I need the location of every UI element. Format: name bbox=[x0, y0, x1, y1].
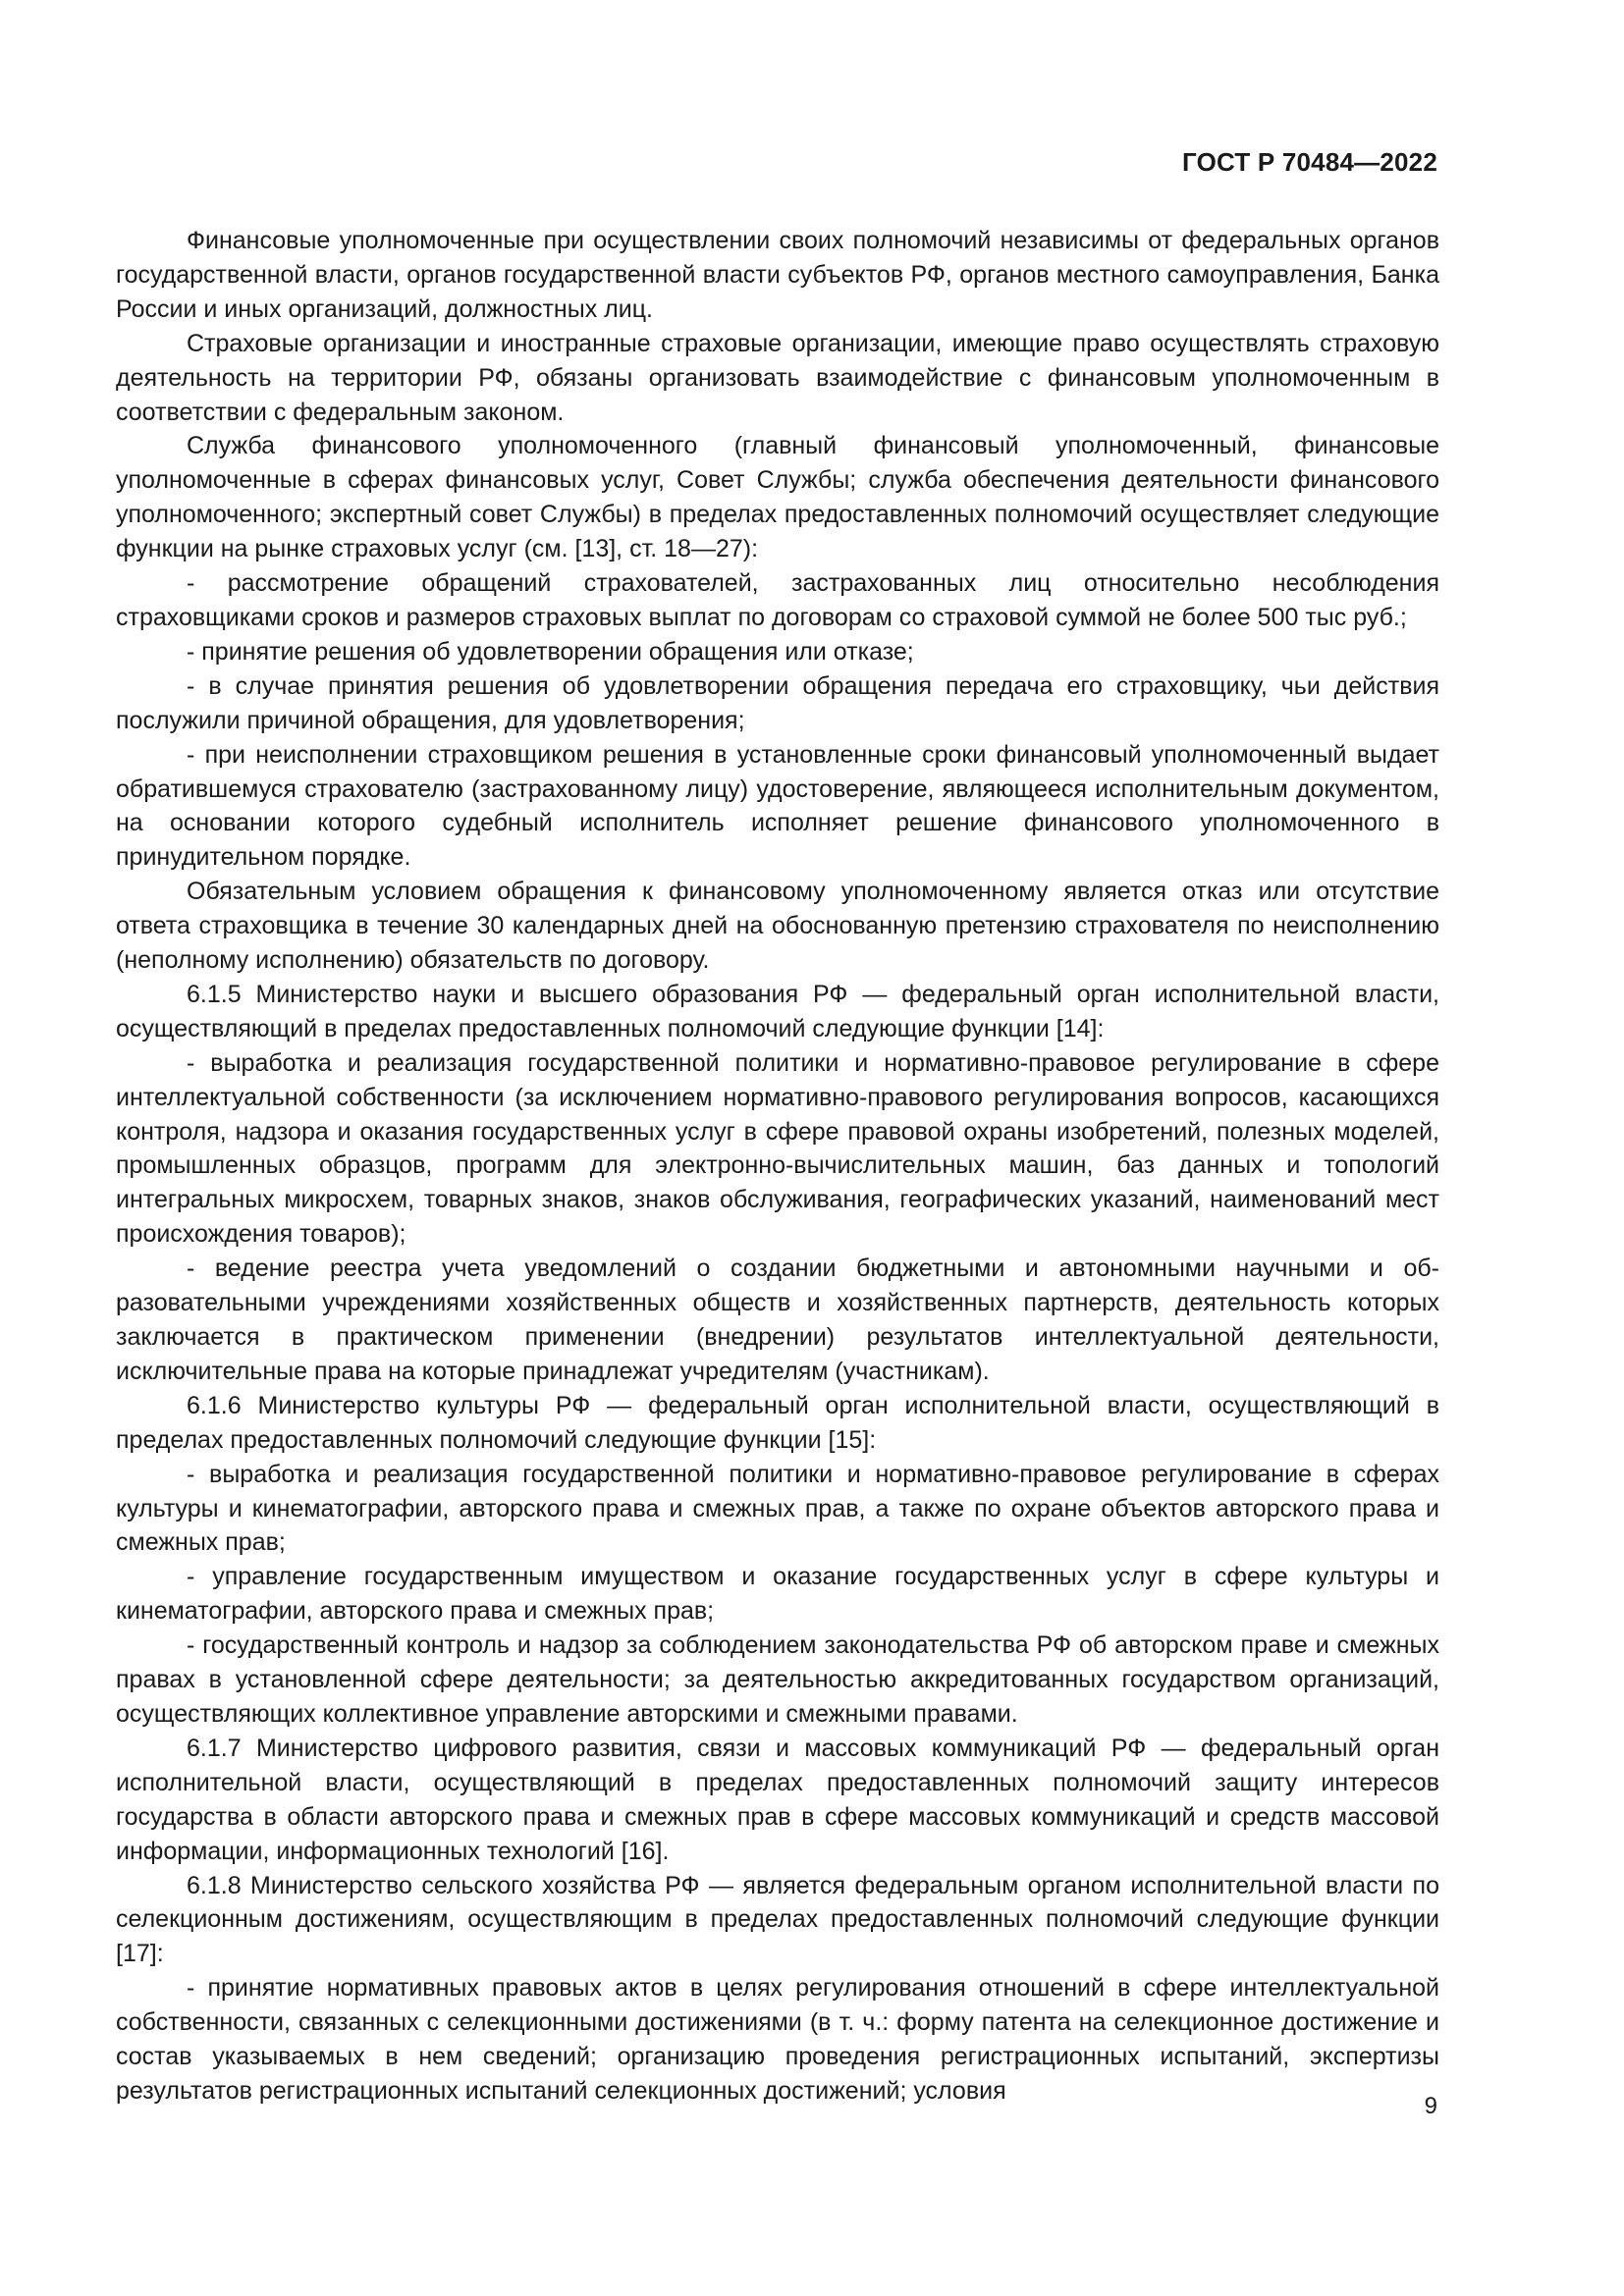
list-item: - принятие нормативных правовых актов в целях регулирования отношений в сфере интеллектуальной собственности, связанных с селекционными достижениями (в т. ч.: форму патента на селекционное достижение и состав указываемых в нем сведений; организацию проведения регистрационных испытаний, экспертизы результатов регистрационных испытаний селекционных достижений; условия bbox=[116, 1974, 1439, 2105]
list-item: - управление государственным имуществом и оказание государственных услуг в сфере культуры и кинематографии, авторского права и смежных прав; bbox=[116, 1563, 1439, 1626]
list-item: - выработка и реализация государственной политики и нормативно-правовое регулирование в сферах культуры и кинематографии, авторского права и смежных прав, а также по охране объектов авторского права и смежных прав; bbox=[116, 1460, 1439, 1557]
paragraph: Обязательным условием обращения к финансовому уполномоченному является отказ или отсутствие ответа страховщика в течение 30 календарных дней на обоснованную претензию страхователя по неисполнению (неполному исполнению) обязательств по договору. bbox=[116, 878, 1439, 975]
section-paragraph-6-1-5: 6.1.5 Министерство науки и высшего образования РФ — федеральный орган исполнительной власти, осуществляющий в пределах предоставленных полномочий следующие функции [14]: bbox=[116, 980, 1439, 1042]
paragraph: Финансовые уполномоченные при осуществлении своих полномочий независимы от федеральных органов государственной власти, органов государственной власти субъектов РФ, органов местного самоуправления, Банка России и иных организаций, должностных лиц. bbox=[116, 227, 1439, 323]
document-header-id: ГОСТ Р 70484—2022 bbox=[1182, 147, 1437, 177]
list-item: - рассмотрение обращений страхователей, застрахованных лиц относительно несоблюдения страховщиками сроков и размеров страховых выплат по договорам со страховой суммой не более 500 тыс руб.; bbox=[116, 569, 1439, 631]
paragraph: Страховые организации и иностранные страховые организации, имеющие право осуществлять страховую деятельность на территории РФ, обязаны организовать взаимодействие с финансовым уполномоченным в соответствии с федеральным законом. bbox=[116, 329, 1439, 426]
section-paragraph-6-1-7: 6.1.7 Министерство цифрового развития, связи и массовых коммуникаций РФ — федеральный орган исполнительной власти, осуществляющий в пределах предоставленных полномочий защиту интересов государства в области авторского права и смежных прав в сфере массовых коммуникаций и средств массовой информации, информационных технологий [16]. bbox=[116, 1734, 1439, 1865]
section-paragraph-6-1-8: 6.1.8 Министерство сельского хозяйства РФ — является федеральным органом исполнительной власти по селекционным достижениям, осуществляющим в пределах предоставленных полномочий следующие функции [17]: bbox=[116, 1871, 1439, 1968]
list-item: - принятие решения об удовлетворении обращения или отказе; bbox=[187, 637, 914, 666]
list-item: - ведение реестра учета уведомлений о создании бюджетными и автономными научными и образовательными учреждениями хозяйственных обществ и хозяйственных партнерств, деятельность которых заключается в практическом применении (внедрении) результатов интеллектуальной деятельности, исключительные права на которые принадлежат учредителям (участникам). bbox=[116, 1255, 1439, 1385]
list-item: - при неисполнении страховщиком решения в установленные сроки финансовый уполномоченный выдает обратившемуся страхователю (застрахованному лицу) удостоверение, являющееся исполнительным документом, на основании которого судебный исполнитель исполняет решение финансового уполномоченного в принудительном порядке. bbox=[116, 740, 1439, 872]
document-body bbox=[116, 224, 1439, 2109]
page-number: 9 bbox=[1424, 2093, 1437, 2119]
list-item: - выработка и реализация государственной политики и нормативно-правовое регулирование в сфере интеллектуальной собственности (за исключением нормативно-правового регулирования вопросов, касающихся контроля, надзора и оказания государственных услуг в сфере правовой охраны изобретений, полезных моделей, промышленных образцов, программ для электронно-вычислительных машин, баз данных и топологий интегральных микросхем, товарных знаков, знаков обслуживания, географических указаний, наименований мест происхождения товаров); bbox=[116, 1048, 1439, 1249]
section-paragraph-6-1-6: 6.1.6 Министерство культуры РФ — федеральный орган исполнительной власти, осуществляющий в пределах предоставленных полномочий следующие функции [15]: bbox=[116, 1391, 1439, 1454]
list-item: - государственный контроль и надзор за соблюдением законодательства РФ об авторском праве и смежных правах в установленной сфере деятельности; за деятельностью аккредитованных государством организаций, осуществляющих коллективное управление авторскими и смежными правами. bbox=[116, 1631, 1439, 1728]
paragraph: Служба финансового уполномоченного (главный финансовый уполномоченный, финансовые уполномоченные в сферах финансовых услуг, Совет Службы; служба обеспечения деятельности финансового уполномоченного; экспертный совет Службы) в пределах предоставленных полномочий осуществляет следующие функции на рынке страховых услуг (см. [13], ст. 18—27): bbox=[116, 432, 1439, 563]
list-item: - в случае принятия решения об удовлетворении обращения передача его страховщику, чьи действия послужили причиной обращения, для удовлетворения; bbox=[116, 671, 1439, 734]
